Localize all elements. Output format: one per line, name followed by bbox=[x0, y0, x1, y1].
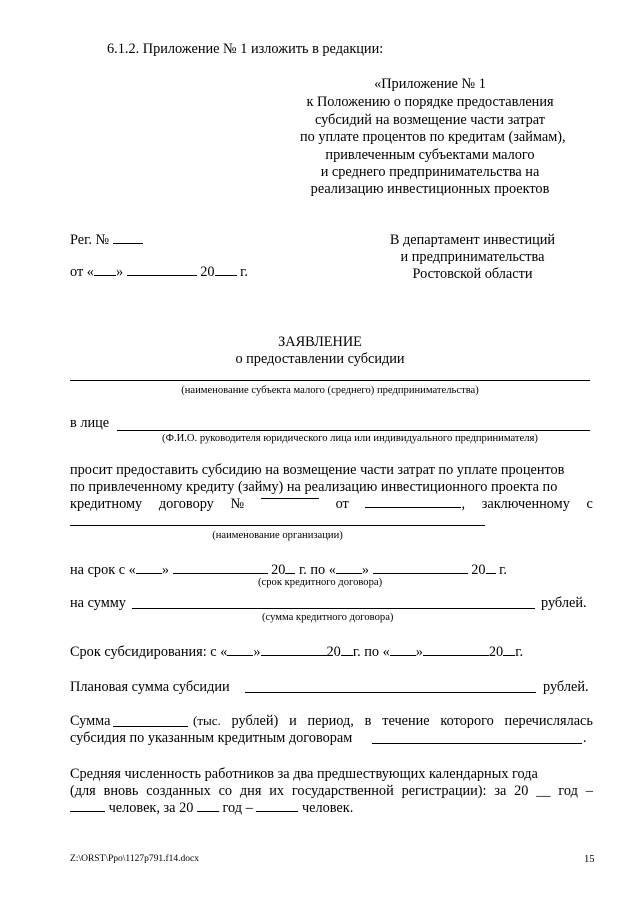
contract-date-field[interactable] bbox=[365, 506, 461, 508]
hint-subject: (наименование субъекта малого (среднего) предпринимательства) bbox=[181, 385, 479, 396]
addressee-line: Ростовской области bbox=[412, 266, 533, 282]
clause-line: 6.1.2. Приложение № 1 изложить в редакции: bbox=[107, 41, 384, 57]
paid-period-field[interactable] bbox=[372, 743, 582, 744]
hint-org: (наименование организации) bbox=[212, 530, 343, 541]
organization-name-field[interactable] bbox=[70, 525, 485, 526]
reg-number-field[interactable] bbox=[70, 233, 143, 247]
appendix-line: субсидий на возмещение части затрат bbox=[314, 112, 546, 128]
hint-term: (срок кредитного договора) bbox=[258, 577, 383, 588]
paid-line-2-end: . bbox=[583, 730, 587, 746]
request-line-3: кредитному договору № от , заключенному с bbox=[70, 496, 593, 512]
reg-label: Рег. № bbox=[70, 232, 110, 248]
request-line-2: по привлеченному кредиту (займу) на реализацию инвестиционного проекта по bbox=[70, 479, 558, 495]
paid-line-1-rest: (тыс. рублей) и период, в течение которого перечислялась bbox=[193, 713, 593, 729]
loan-sum-field[interactable] bbox=[132, 608, 535, 609]
staff-line-1: Средняя численность работников за два предшествующих календарных года bbox=[70, 766, 538, 782]
document-title: ЗАЯВЛЕНИЕ bbox=[278, 334, 362, 350]
appendix-line: по уплате процентов по кредитам (займам), bbox=[300, 129, 566, 145]
person-label: в лице bbox=[70, 415, 110, 431]
hint-person: (Ф.И.О. руководителя юридического лица или индивидуального предпринимателя) bbox=[162, 433, 538, 444]
loan-term-field[interactable]: на срок с « » 20 г. по « » 20 г. bbox=[70, 562, 507, 578]
hint-sum: (сумма кредитного договора) bbox=[262, 612, 394, 623]
footer-path: Z:\ORST\Ppo\1127p791.f14.docx bbox=[70, 854, 199, 864]
appendix-line: привлеченным субъектами малого bbox=[325, 147, 535, 163]
appendix-line: и среднего предпринимательства на bbox=[320, 164, 540, 180]
reg-date-field[interactable]: от « » 20 г. bbox=[70, 264, 248, 280]
document-subtitle: о предоставлении субсидии bbox=[235, 351, 405, 367]
planned-unit: рублей. bbox=[543, 679, 589, 695]
staff-line-3[interactable]: человек, за 20 год – человек. bbox=[70, 801, 353, 815]
person-name-field[interactable] bbox=[117, 430, 590, 431]
planned-label: Плановая сумма субсидии bbox=[70, 679, 230, 695]
sum-unit: рублей. bbox=[541, 595, 587, 611]
appendix-line: реализацию инвестиционных проектов bbox=[310, 181, 550, 197]
appendix-line: «Приложение № 1 bbox=[374, 76, 486, 92]
paid-line-2: субсидия по указанным кредитным договорам bbox=[70, 730, 353, 746]
paid-label: Сумма bbox=[70, 713, 111, 729]
staff-line-2: (для вновь созданных со дня их государственной регистрации): за 20 __ год – bbox=[70, 783, 593, 799]
subsidy-term-field[interactable]: Срок субсидирования: с « » 20 г. по « » 20 г. bbox=[70, 644, 524, 660]
sum-label: на сумму bbox=[70, 595, 126, 611]
subject-name-field[interactable] bbox=[70, 380, 590, 381]
paid-sum-field[interactable] bbox=[113, 726, 188, 727]
appendix-line: к Положению о порядке предоставления bbox=[306, 94, 554, 110]
page-number: 15 bbox=[584, 854, 595, 865]
planned-sum-field[interactable] bbox=[245, 692, 536, 693]
contract-number-field[interactable] bbox=[261, 497, 319, 499]
request-line-1: просит предоставить субсидию на возмещение части затрат по уплате процентов bbox=[70, 462, 565, 478]
addressee-line: и предпринимательства bbox=[400, 249, 545, 265]
addressee-line: В департамент инвестиций bbox=[389, 232, 556, 248]
